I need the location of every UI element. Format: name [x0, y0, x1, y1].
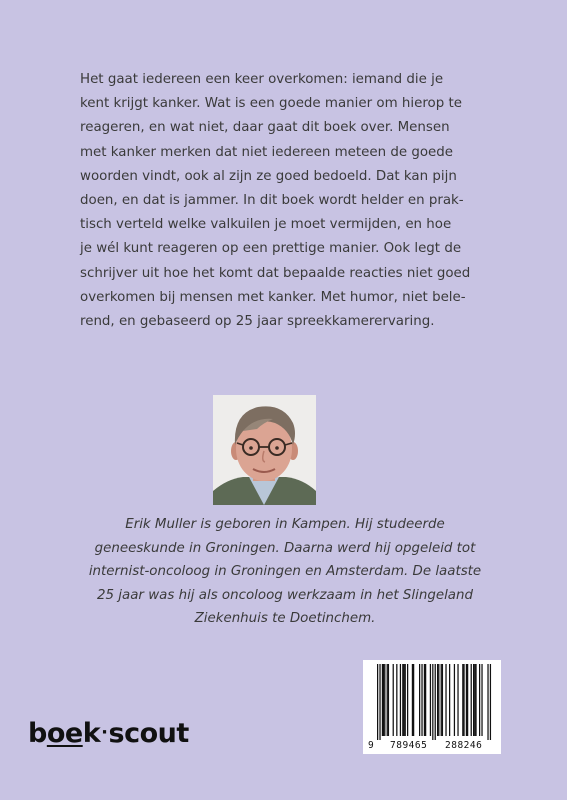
barcode-bar [466, 664, 467, 736]
barcode-bar [467, 664, 468, 736]
barcode-bar [412, 664, 413, 736]
barcode-bar [377, 664, 378, 740]
barcode-bar [383, 664, 384, 736]
bio-line: geneeskunde in Groningen. Daarna werd hij opgeleid tot [94, 540, 476, 556]
barcode-bar [445, 664, 446, 736]
blurb-line: reageren, en wat niet, daar gaat dit boek over. Mensen [80, 120, 450, 136]
blurb-line: Het gaat iedereen een keer overkomen: iemand die je [80, 72, 444, 87]
logo-part-underlined: oe [46, 718, 83, 749]
barcode-bar [421, 664, 422, 736]
barcode-bar [438, 664, 439, 736]
blurb-line: kent krijgt kanker. Wat is een goede manier om hierop te [80, 96, 462, 112]
barcode-bar [393, 664, 394, 736]
barcode-bar [407, 664, 408, 736]
blurb-line: schrijver uit hoe het komt dat bepaalde reacties niet goed [80, 265, 471, 281]
barcode-bar [402, 664, 403, 736]
logo-part: scout [108, 718, 189, 749]
barcode-bar [481, 664, 482, 736]
publisher-logo [28, 718, 189, 749]
barcode-bar [388, 664, 389, 736]
barcode-bar [387, 664, 388, 736]
barcode-bars [363, 660, 501, 740]
barcode-bar [435, 664, 436, 740]
barcode-bar [419, 664, 420, 736]
blurb-line: doen, en dat is jammer. In dit boek wordt helder en prak- [80, 193, 464, 209]
logo-separator: · [101, 722, 108, 743]
barcode-bar [432, 664, 433, 740]
barcode-bar [490, 664, 491, 740]
barcode-bar [425, 664, 426, 736]
back-cover-blurb [80, 68, 490, 334]
barcode-bar [449, 664, 450, 736]
barcode-bar [471, 664, 472, 736]
barcode-bar [379, 664, 380, 740]
blurb-line: met kanker merken dat niet iedereen meteen de goede [80, 144, 454, 160]
logo-part: k [82, 718, 101, 749]
barcode-right-group: 288246 [445, 740, 483, 751]
barcode-bar [384, 664, 385, 736]
logo-part: b [28, 718, 47, 749]
barcode-first-digit: 9 [368, 740, 374, 751]
barcode-bar [396, 664, 397, 736]
bio-line: Erik Muller is geboren in Kampen. Hij studeerde [125, 517, 445, 532]
barcode-bar [400, 664, 401, 736]
barcode-bar [487, 664, 488, 740]
barcode-bar [454, 664, 455, 736]
blurb-line: woorden vindt, ook al zijn ze goed bedoeld. Dat kan pijn [80, 168, 457, 184]
barcode-bar [457, 664, 458, 736]
barcode-bar [413, 664, 414, 736]
barcode-bar [424, 664, 425, 736]
bio-line: 25 jaar was hij als oncoloog werkzaam in het Slingeland [97, 587, 473, 603]
barcode-bar [475, 664, 476, 736]
barcode-bar [473, 664, 474, 736]
barcode-bar [441, 664, 442, 736]
barcode-bar [430, 664, 431, 736]
author-bio [60, 513, 510, 631]
barcode-bar [462, 664, 463, 736]
barcode-bar [405, 664, 406, 736]
barcode-bar [442, 664, 443, 736]
blurb-line: je wél kunt reageren op een prettige manier. Ook legt de [80, 241, 462, 257]
barcode-bar [437, 664, 438, 736]
barcode-left-group: 789465 [390, 740, 428, 751]
barcode-bar [382, 664, 383, 736]
isbn-barcode [363, 660, 501, 754]
barcode-bar [403, 664, 404, 736]
barcode-bar [479, 664, 480, 736]
blurb-line: tisch verteld welke valkuilen je moet vermijden, en hoe [80, 217, 452, 233]
author-photo [213, 395, 316, 505]
blurb-line: rend, en gebaseerd op 25 jaar spreekkamerervaring. [80, 314, 435, 330]
blurb-line: overkomen bij mensen met kanker. Met humor, niet bele- [80, 289, 466, 305]
bio-line: Ziekenhuis te Doetinchem. [194, 611, 376, 626]
bio-line: internist-oncoloog in Groningen en Amsterdam. De laatste [88, 564, 482, 579]
barcode-bar [474, 664, 475, 736]
barcode-bar [463, 664, 464, 736]
